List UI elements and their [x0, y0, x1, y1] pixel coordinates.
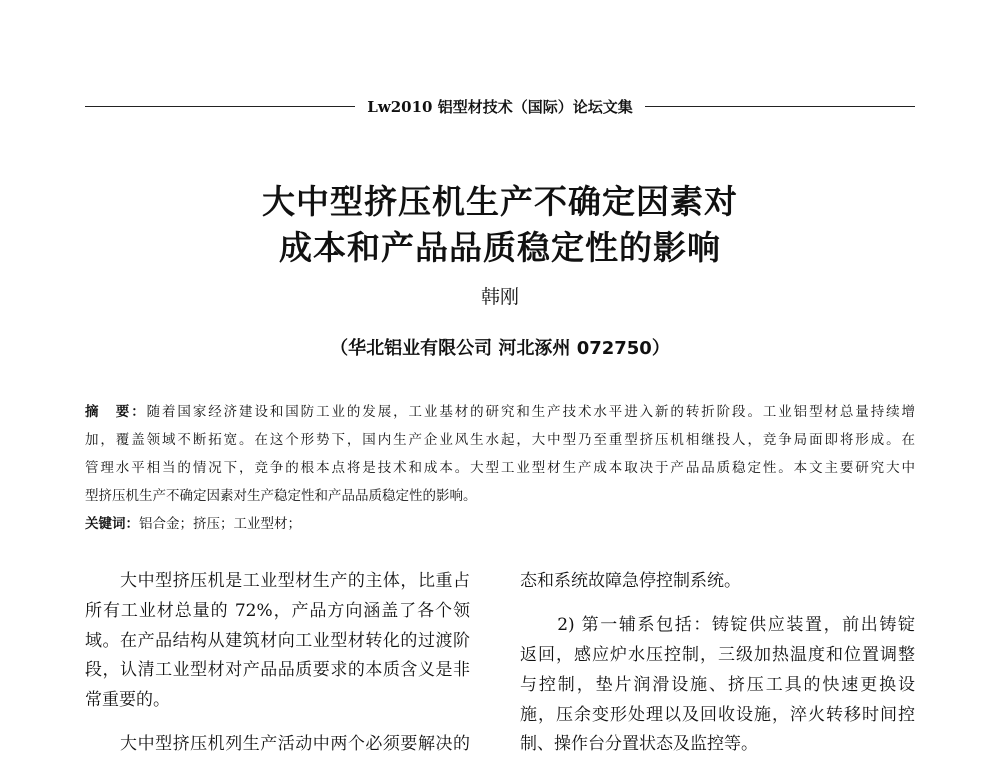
body-line: 2) 第一辅系包括：铸锭供应装置，前出铸锭: [520, 615, 915, 635]
body-line: 与控制，垫片润滑设施、挤压工具的快速更换设: [520, 675, 915, 695]
body-line: 施，压余变形处理以及回收设施，淬火转移时间控: [520, 705, 915, 725]
body-line: 大中型挤压机列生产活动中两个必须要解决的: [85, 734, 470, 754]
body-line: 制、操作台分置状态及监控等。: [520, 734, 758, 754]
body-line: 大中型挤压机是工业型材生产的主体，比重占: [85, 571, 470, 591]
running-title: Lw2010 铝型材技术（国际）论坛文集: [367, 98, 633, 116]
body-line: 段，认清工业型材对产品品质要求的本质含义是非: [85, 660, 470, 680]
abstract-line: 管理水平相当的情况下，竞争的根本点将是技术和成本。大型工业型材生产成本取决于产品品质稳定性。本文主要研究大中: [85, 460, 915, 476]
keywords-text: 铝合金；挤压；工业型材；: [139, 516, 301, 532]
header-rule-left: [85, 106, 355, 107]
abstract-text: 随着国家经济建设和国防工业的发展，工业基材的研究和生产技术水平进入新的转折阶段。工业铝型材总量持续增: [146, 404, 916, 420]
abstract-line: [85, 400, 915, 420]
body-line: 常重要的。: [85, 690, 170, 710]
title-line-1: 大中型挤压机生产不确定因素对: [262, 182, 738, 221]
abstract-line: 加，覆盖领域不断拓宽。在这个形势下，国内生产企业风生水起，大中型乃至重型挤压机相继投人，竞争局面即将形成。在: [85, 432, 915, 448]
author: 韩刚: [480, 286, 519, 308]
keywords: [85, 512, 915, 532]
body-line: 返回，感应炉水压控制，三级加热温度和位置调整: [520, 645, 915, 665]
title-line-2: 成本和产品品质稳定性的影响: [279, 228, 721, 267]
body-line: 域。在产品结构从建筑材向工业型材转化的过渡阶: [85, 631, 470, 651]
abstract-line: 型挤压机生产不确定因素对生产稳定性和产品品质稳定性的影响。: [85, 488, 477, 504]
abstract-label: 摘 要：: [85, 404, 147, 420]
keywords-label: 关键词：: [85, 516, 139, 532]
body-line: 所有工业材总量的 72%，产品方向涵盖了各个领: [85, 601, 470, 621]
body-line: 态和系统故障急停控制系统。: [520, 571, 741, 591]
running-header: [85, 96, 915, 117]
header-rule-right: [645, 106, 915, 107]
affiliation: （华北铝业有限公司 河北涿州 072750）: [330, 338, 670, 359]
